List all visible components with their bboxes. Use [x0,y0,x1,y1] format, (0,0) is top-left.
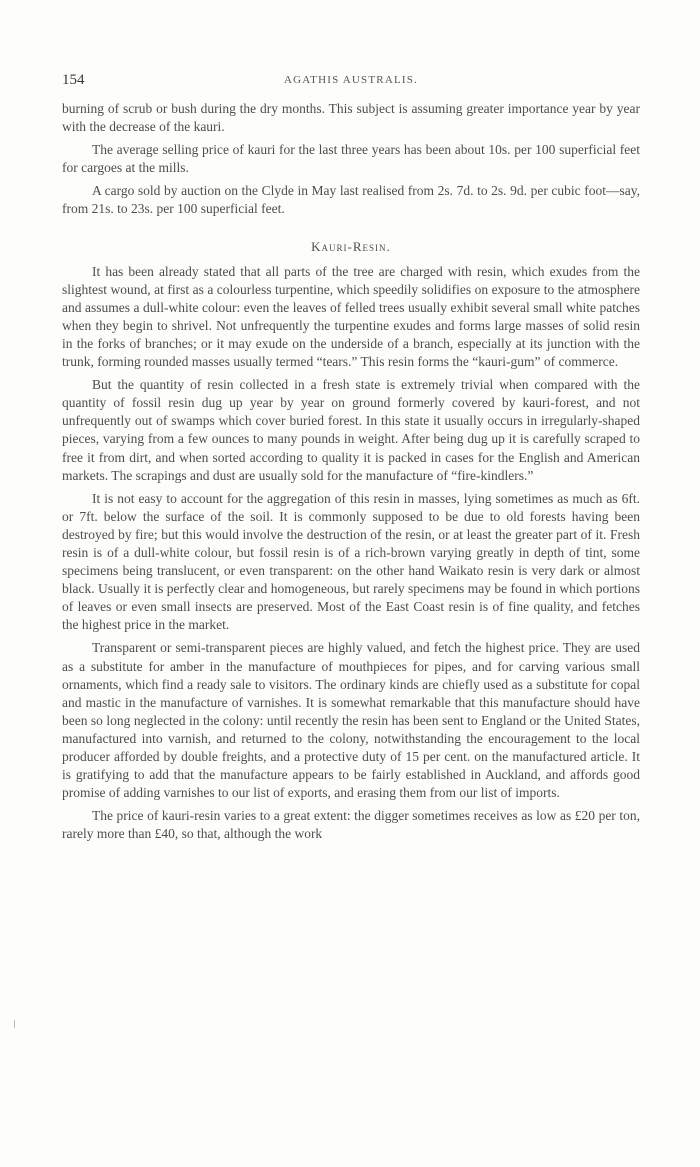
page-header [62,72,640,94]
intro-paragraph: A cargo sold by auction on the Clyde in May last realised from 2s. 7d. to 2s. 9d. per cubic foot—say, from 21s. to 23s. per 100 superficial feet. [62,183,640,217]
margin-scan-mark [14,1020,15,1028]
body-paragraph: Transparent or semi-transparent pieces are highly valued, and fetch the highest price. They are used as a substitute for amber in the manufacture of mouthpieces for pipes, and for carving various small ornaments, which find a ready sale to visitors. The ordinary kinds are chiefly used as a substitute for copal and mastic in the manufacture of varnishes. It is somewhat remarkable that this manufacture should have been so long neglected in the colony: until recently the resin has been sent to England or the United States, manufactured into varnish, and returned to the colony, notwithstanding the encouragement to the local producer afforded by double freights, and a protective duty of 15 per cent. on the manufactured article. It is gratifying to add that the manufacture appears to be fairly established in Auckland, and affords good promise of adding varnishes to our list of exports, and erasing them from our list of imports. [62,640,640,801]
running-title: AGATHIS AUSTRALIS. [283,74,419,86]
page-number: 154 [62,72,85,88]
intro-paragraph: The average selling price of kauri for the last three years has been about 10s. per 100 superficial feet for cargoes at the mills. [62,142,640,176]
body-paragraph: It has been already stated that all parts of the tree are charged with resin, which exudes from the slightest wound, at first as a colourless turpentine, which speedily solidifies on exposure to the atmosphere and assumes a dull-white colour: even the leaves of felled trees usually exhibit several small white patches when they begin to shrivel. Not unfrequently the turpentine exudes and forms large masses of solid resin in the forks of branches; or it may exude on the underside of a branch, especially at its junction with the trunk, forming rounded masses usually termed “tears.” This resin forms the “kauri-gum” of commerce. [62,263,640,370]
book-page [62,72,640,843]
section-heading: Kauri-Resin. [311,238,391,254]
body-paragraph: It is not easy to account for the aggregation of this resin in masses, lying sometimes as much as 6ft. or 7ft. below the surface of the soil. It is commonly supposed to be due to old forests having been destroyed by fire; but this would involve the destruction of the resin, or at least the greater part of it. Fresh resin is of a dull-white colour, but fossil resin is of a rich-brown varying greatly in depth of tint, some specimens being translucent, or even transparent: on the other hand Waikato resin is very dark or almost black. Usually it is perfectly clear and homogeneous, but rarely specimens may be found in which portions of leaves or even small insects are preserved. Most of the East Coast resin is of fine quality, and fetches the highest price in the market. [62,490,640,633]
intro-paragraph: burning of scrub or bush during the dry months. This subject is assuming greater importance year by year with the decrease of the kauri. [62,101,640,135]
body-paragraph: But the quantity of resin collected in a fresh state is extremely trivial when compared with the quantity of fossil resin dug up year by year on ground formerly covered by kauri-forest, and not unfrequently out of swamps which cover buried forest. In this state it usually occurs in irregularly-shaped pieces, varying from a few ounces to many pounds in weight. After being dug up it is carefully scraped to free it from dirt, and when sorted according to quality it is packed in cases for the English and American markets. The scrapings and dust are usually sold for the manufacture of “fire-kindlers.” [62,377,640,483]
body-paragraph: The price of kauri-resin varies to a great extent: the digger sometimes receives as low as £20 per ton, rarely more than £40, so that, although the work [62,808,640,842]
